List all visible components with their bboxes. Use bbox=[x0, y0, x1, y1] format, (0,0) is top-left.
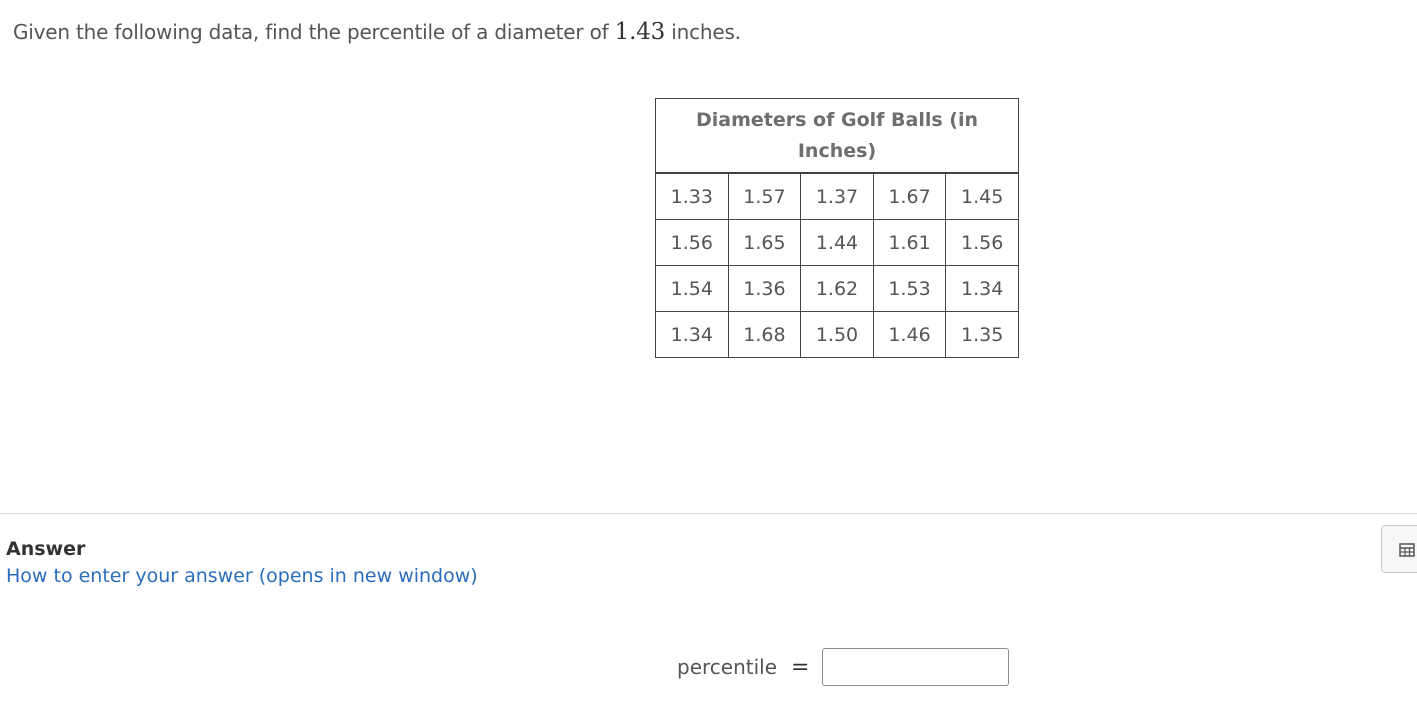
table-cell: 1.57 bbox=[728, 173, 801, 220]
table-cell: 1.61 bbox=[873, 220, 946, 266]
question-text bbox=[13, 19, 741, 45]
table-icon bbox=[1399, 542, 1415, 558]
table-cell: 1.34 bbox=[946, 266, 1019, 312]
table-row bbox=[656, 173, 1019, 220]
table-row bbox=[656, 312, 1019, 358]
table-cell: 1.53 bbox=[873, 266, 946, 312]
percentile-input[interactable] bbox=[822, 648, 1009, 686]
table-tool-button[interactable] bbox=[1381, 525, 1417, 573]
table-cell: 1.33 bbox=[656, 173, 729, 220]
table-cell: 1.56 bbox=[656, 220, 729, 266]
table-cell: 1.62 bbox=[801, 266, 874, 312]
question-value: 1.43 bbox=[614, 19, 666, 45]
answer-row bbox=[677, 648, 1009, 686]
table-cell: 1.34 bbox=[656, 312, 729, 358]
table-row bbox=[656, 220, 1019, 266]
table-cell: 1.44 bbox=[801, 220, 874, 266]
table-cell: 1.37 bbox=[801, 173, 874, 220]
answer-heading: Answer bbox=[6, 538, 86, 560]
equals-sign: = bbox=[791, 654, 810, 680]
table-cell: 1.65 bbox=[728, 220, 801, 266]
table-cell: 1.67 bbox=[873, 173, 946, 220]
golf-ball-diameter-table bbox=[655, 98, 1019, 358]
table-cell: 1.50 bbox=[801, 312, 874, 358]
table-cell: 1.35 bbox=[946, 312, 1019, 358]
table-caption: Diameters of Golf Balls (in Inches) bbox=[656, 99, 1019, 174]
table-cell: 1.54 bbox=[656, 266, 729, 312]
section-divider bbox=[0, 513, 1417, 514]
table-cell: 1.56 bbox=[946, 220, 1019, 266]
question-prefix: Given the following data, find the percentile of a diameter of bbox=[13, 20, 609, 44]
table-row bbox=[656, 266, 1019, 312]
how-to-enter-answer-link[interactable]: How to enter your answer (opens in new window) bbox=[6, 565, 478, 587]
table-cell: 1.46 bbox=[873, 312, 946, 358]
question-suffix: inches. bbox=[671, 20, 741, 44]
percentile-label: percentile bbox=[677, 655, 778, 679]
table-cell: 1.68 bbox=[728, 312, 801, 358]
table-cell: 1.36 bbox=[728, 266, 801, 312]
table-cell: 1.45 bbox=[946, 173, 1019, 220]
